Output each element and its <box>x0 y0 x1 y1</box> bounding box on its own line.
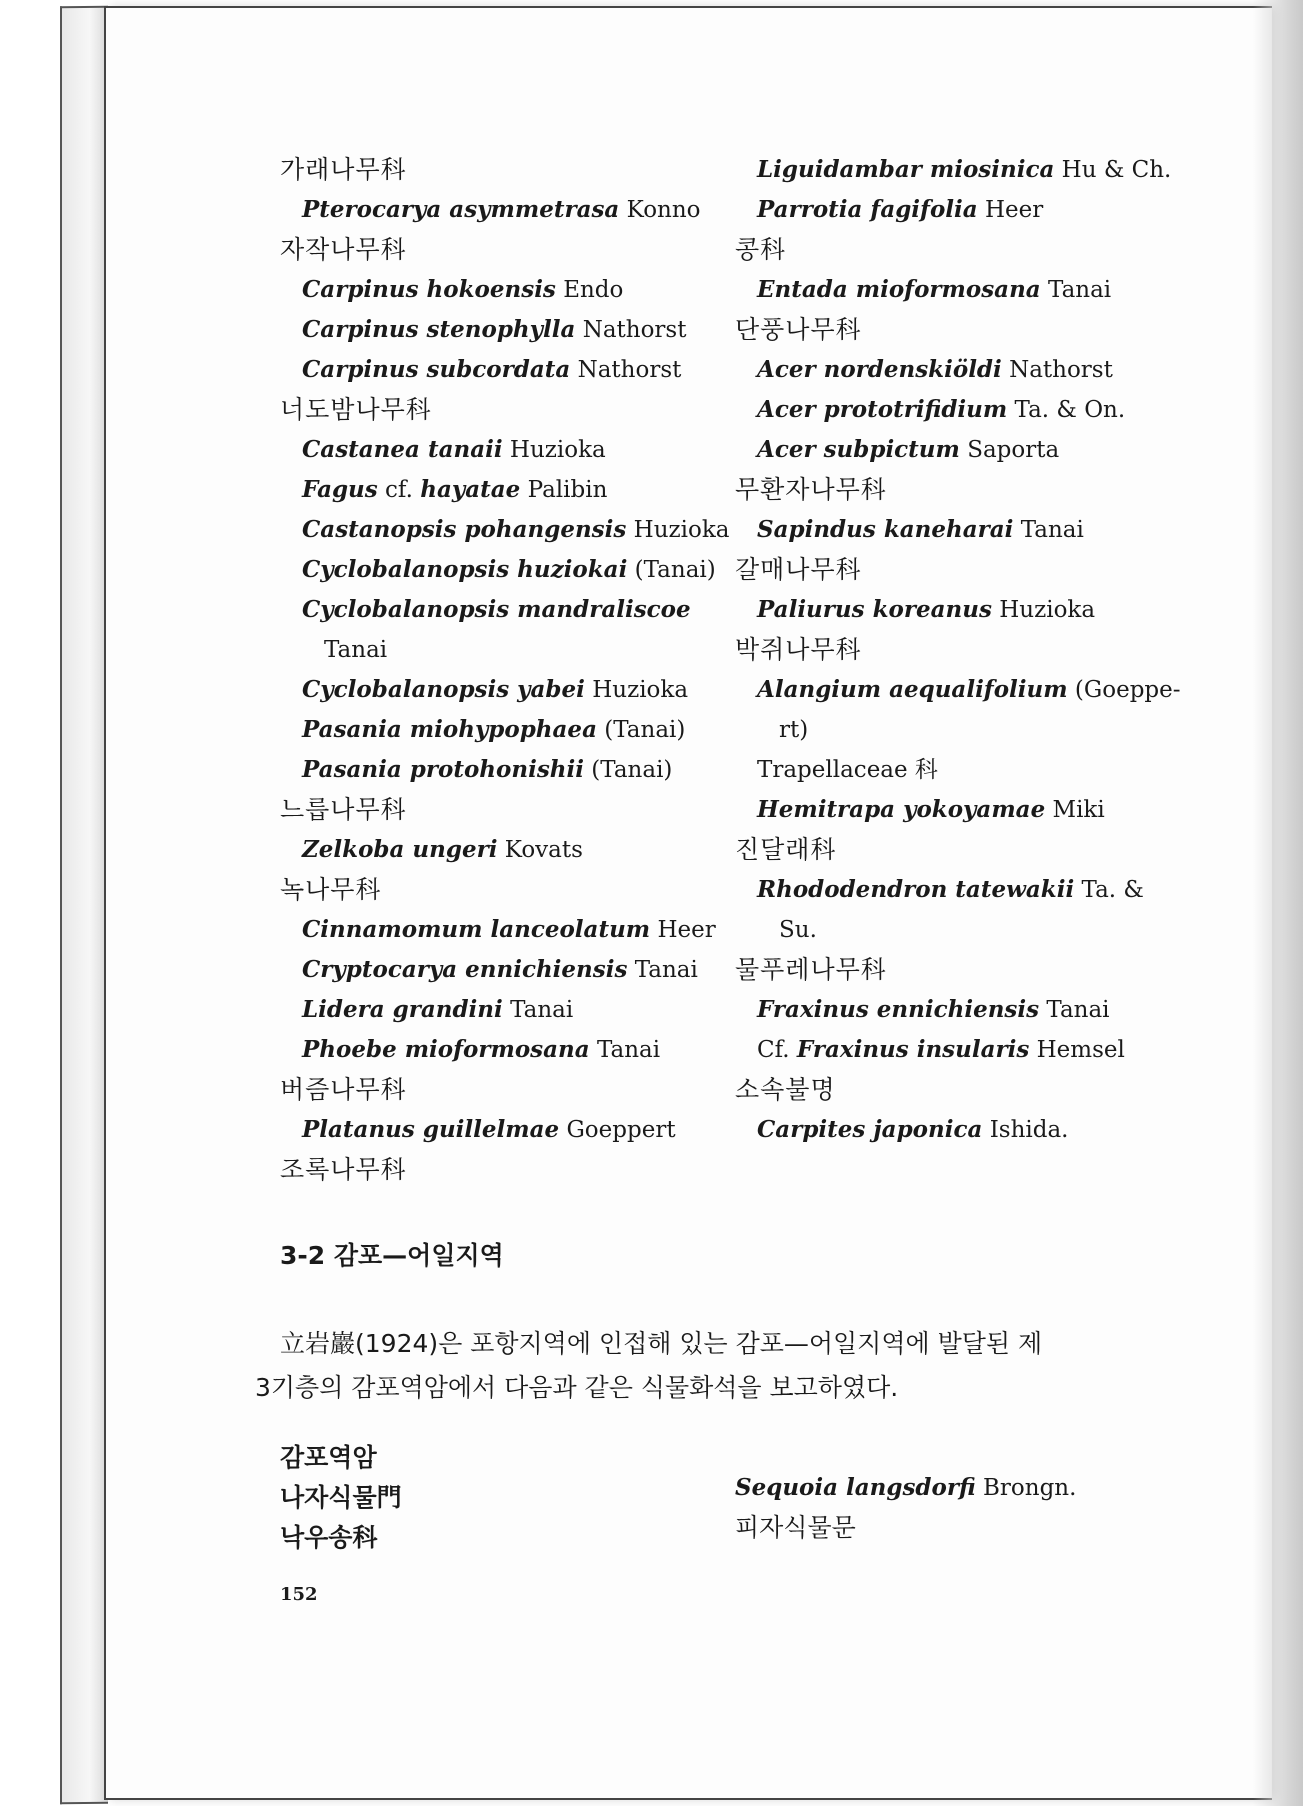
family-heading: 녹나무科 <box>280 875 382 904</box>
species-author: Brongn. <box>983 1475 1077 1501</box>
species-entry <box>280 910 720 950</box>
species-author: Ta. & <box>1081 877 1144 903</box>
species-author: Endo <box>563 277 624 303</box>
species-entry <box>735 1110 1155 1150</box>
species-entry <box>735 390 1155 430</box>
species-author: Palibin <box>527 477 608 503</box>
species-name: Fraxinus ennichiensis <box>757 996 1040 1023</box>
species-name: Acer nordenskiöldi <box>757 356 1002 383</box>
species-entry <box>280 830 720 870</box>
species-author: Nathorst <box>577 357 682 383</box>
species-author: Saporta <box>967 437 1060 463</box>
species-author: Tanai <box>1046 997 1110 1023</box>
species-prefix: Cf. <box>757 1037 790 1063</box>
species-author: Trapellaceae 科 <box>757 757 938 783</box>
species-author: Hu & Ch. <box>1061 157 1172 183</box>
family-heading: 진달래科 <box>735 835 837 864</box>
page-right-shadow <box>1253 0 1303 1806</box>
species-name: Pasania protohonishii <box>302 756 584 783</box>
species-author: Tanai <box>634 957 698 983</box>
species-entry <box>280 550 720 590</box>
formation-label: 감포역암 <box>280 1443 377 1472</box>
species-name: Hemitrapa yokoyamae <box>757 796 1046 823</box>
species-name: Fagus <box>302 476 378 503</box>
body-paragraph <box>255 1322 1155 1410</box>
division-label: 피자식물문 <box>735 1513 856 1542</box>
section-heading: 3-2 감포—어일지역 <box>280 1241 504 1270</box>
left-species-column <box>280 150 730 1190</box>
species-entry <box>735 870 1155 910</box>
family-heading: 조록나무科 <box>280 1155 407 1184</box>
species-entry <box>280 1110 720 1150</box>
species-name: Entada mioformosana <box>757 276 1041 303</box>
species-entry <box>280 950 720 990</box>
species-author: Konno <box>626 197 701 223</box>
species-author: (Goeppe- <box>1074 677 1181 703</box>
species-author: Huzioka <box>509 437 606 463</box>
family-heading: 갈매나무科 <box>735 555 862 584</box>
species-continuation <box>735 710 1155 750</box>
species-entry <box>735 590 1155 630</box>
species-entry <box>735 270 1155 310</box>
species-author: Su. <box>779 917 817 943</box>
species-entry <box>735 350 1155 390</box>
species-name: Cyclobalanopsis yabei <box>302 676 585 703</box>
species-entry <box>280 430 720 470</box>
species-entry <box>735 790 1155 830</box>
species-name: Lidera grandini <box>302 996 503 1023</box>
species-author: Huzioka <box>999 597 1096 623</box>
species-author: Hemsel <box>1036 1037 1125 1063</box>
family-heading: 버즘나무科 <box>280 1075 407 1104</box>
species-name: Carpinus subcordata <box>302 356 571 383</box>
species-author: rt) <box>779 717 809 743</box>
species-author: cf. <box>385 477 413 503</box>
species-name: Castanea tanaii <box>302 436 503 463</box>
family-heading: 자작나무科 <box>280 235 407 264</box>
species-name: Zelkoba ungeri <box>302 836 498 863</box>
species-entry <box>280 350 720 390</box>
species-name: Cyclobalanopsis mandraliscoe <box>302 596 691 623</box>
species-name: Platanus guillelmae <box>302 1116 560 1143</box>
species-entry <box>735 1030 1155 1070</box>
species-author: (Tanai) <box>634 557 716 583</box>
species-author: Nathorst <box>582 317 687 343</box>
bottom-left-list <box>280 1438 402 1558</box>
species-author: Ta. & On. <box>1014 397 1126 423</box>
species-entry <box>280 670 720 710</box>
species-name: Liguidambar miosinica <box>757 156 1055 183</box>
species-name: Rhododendron tatewakii <box>757 876 1075 903</box>
family-heading: 소속불명 <box>735 1075 836 1104</box>
species-author: Tanai <box>1020 517 1084 543</box>
species-author: Nathorst <box>1009 357 1113 383</box>
species-author: Huzioka <box>592 677 689 703</box>
species-entry <box>735 1468 1076 1508</box>
species-author: Miki <box>1052 797 1105 823</box>
species-continuation <box>280 630 720 670</box>
species-name: Pasania miohypophaea <box>302 716 597 743</box>
species-author: Tanai <box>324 637 388 663</box>
species-author: Tanai <box>1048 277 1112 303</box>
paragraph-line-1: 立岩巖(1924)은 포항지역에 인접해 있는 감포—어일지역에 발달된 제 <box>280 1329 1043 1358</box>
family-heading: 무환자나무科 <box>735 475 887 504</box>
division-label: 나자식물門 <box>280 1483 402 1512</box>
species-name: Castanopsis pohangensis <box>302 516 627 543</box>
family-heading: 가래나무科 <box>280 155 407 184</box>
species-name: Fraxinus insularis <box>796 1036 1030 1063</box>
species-author: Heer <box>984 197 1044 223</box>
species-entry <box>735 430 1155 470</box>
species-name: Paliurus koreanus <box>757 596 992 623</box>
bottom-right-list <box>735 1468 1076 1548</box>
species-name: Cryptocarya ennichiensis <box>302 956 628 983</box>
species-name: Carpites japonica <box>757 1116 983 1143</box>
family-heading: 물푸레나무科 <box>735 955 887 984</box>
species-entry <box>280 1030 720 1070</box>
species-author: Ishida. <box>989 1117 1069 1143</box>
species-entry <box>735 510 1155 550</box>
species-author: Goeppert <box>566 1117 676 1143</box>
species-name: Sequoia langsdorfi <box>735 1474 976 1501</box>
family-heading: 박쥐나무科 <box>735 635 862 664</box>
right-species-column <box>735 150 1181 1150</box>
species-entry <box>735 150 1172 190</box>
species-name: Alangium aequalifolium <box>757 676 1068 703</box>
species-entry <box>280 510 730 550</box>
species-author: Heer <box>657 917 716 943</box>
family-heading: 너도밤나무科 <box>280 395 432 424</box>
species-author: Kovats <box>504 837 583 863</box>
species-author: Tanai <box>596 1037 661 1063</box>
family-heading: 느릅나무科 <box>280 795 407 824</box>
species-entry <box>280 190 720 230</box>
species-name: Pterocarya asymmetrasa <box>302 196 620 223</box>
species-entry <box>280 270 720 310</box>
paragraph-line-2: 3기층의 감포역암에서 다음과 같은 식물화석을 보고하였다. <box>255 1373 899 1402</box>
species-entry <box>280 590 720 630</box>
species-entry <box>735 670 1181 710</box>
species-entry <box>280 310 720 350</box>
species-entry <box>735 750 1155 790</box>
species-entry <box>280 710 720 750</box>
family-label: 낙우송科 <box>280 1523 378 1552</box>
species-entry <box>735 190 1155 230</box>
species-name: Cyclobalanopsis huziokai <box>302 556 628 583</box>
species-name: Carpinus hokoensis <box>302 276 556 303</box>
species-name: Carpinus stenophylla <box>302 316 576 343</box>
family-heading: 콩科 <box>735 235 787 264</box>
species-entry <box>280 750 720 790</box>
species-name: Parrotia fagifolia <box>757 196 978 223</box>
species-name: Acer subpictum <box>757 436 960 463</box>
species-name: Cinnamomum lanceolatum <box>302 916 651 943</box>
page-number: 152 <box>280 1584 318 1605</box>
species-continuation <box>735 910 1155 950</box>
species-entry <box>280 990 720 1030</box>
species-name: hayatae <box>420 476 521 503</box>
species-author: (Tanai) <box>604 717 686 743</box>
species-name: Acer prototrifidium <box>757 396 1008 423</box>
species-entry <box>280 470 720 510</box>
species-author: (Tanai) <box>591 757 673 783</box>
species-entry <box>735 990 1155 1030</box>
species-name: Phoebe mioformosana <box>302 1036 590 1063</box>
book-spine-edge <box>60 6 108 1805</box>
species-name: Sapindus kaneharai <box>757 516 1014 543</box>
species-author: Huzioka <box>633 517 730 543</box>
family-heading: 단풍나무科 <box>735 315 862 344</box>
species-author: Tanai <box>510 997 574 1023</box>
